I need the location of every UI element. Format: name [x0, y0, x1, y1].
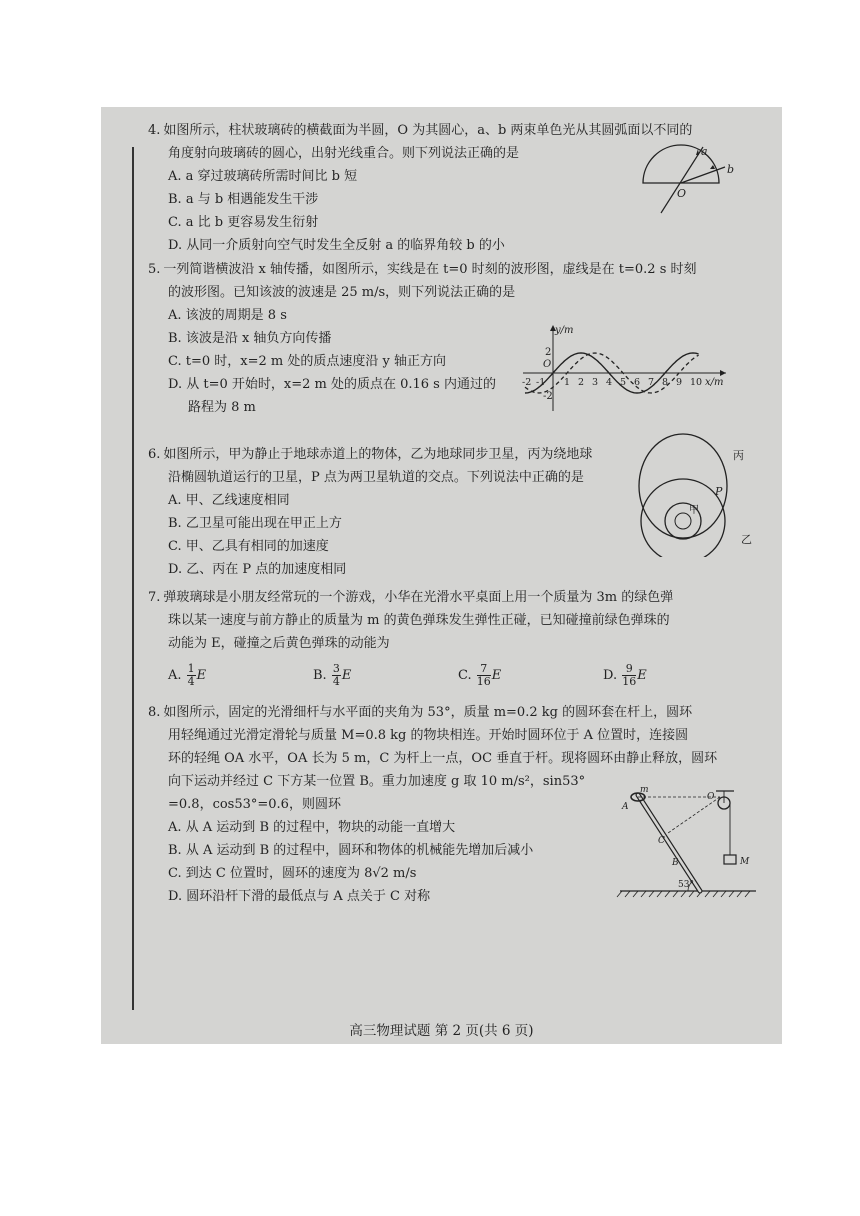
label-b: b — [727, 163, 735, 176]
x-tick-label: 2 — [578, 377, 585, 388]
x-tick-label: 8 — [662, 377, 669, 388]
question-stem-line: 如图所示，固定的光滑细杆与水平面的夹角为 53°，质量 m=0.2 kg 的圆环套在杆上，圆环 — [163, 705, 693, 720]
x-tick-label: 1 — [564, 377, 571, 388]
question-stem-line: 如图所示，柱状玻璃砖的横截面为半圆，O 为其圆心，a、b 两束单色光从其圆弧面以不同的 — [163, 123, 693, 138]
block-m — [724, 855, 736, 864]
question-7 — [148, 586, 768, 688]
label-jia: 甲 — [689, 505, 699, 516]
y-tick-neg2: -2 — [543, 391, 553, 402]
y-tick-2: 2 — [545, 347, 552, 358]
x-tick-label: 3 — [592, 377, 599, 388]
option-a: A. a 穿过玻璃砖所需时间比 b 短 — [168, 169, 358, 184]
exam-page — [101, 107, 782, 1044]
option-d-continued: 路程为 8 m — [188, 400, 256, 415]
x-tick-label: 9 — [676, 377, 683, 388]
x-tick-label: 4 — [606, 377, 613, 388]
question-stem-line: 角度射向玻璃砖的圆心，出射光线重合。则下列说法正确的是 — [168, 146, 520, 161]
question-stem-line: 如图所示，甲为静止于地球赤道上的物体，乙为地球同步卫星，丙为绕地球 — [163, 447, 593, 462]
x-tick-label: 7 — [648, 377, 655, 388]
question-stem-line: =0.8，cos53°=0.6，则圆环 — [168, 797, 341, 812]
question-stem-line: 弹玻璃球是小朋友经常玩的一个游戏，小华在光滑水平桌面上用一个质量为 3m 的绿色弹 — [163, 590, 674, 605]
question-stem-line: 珠以某一速度与前方静止的质量为 m 的黄色弹珠发生弹性正碰，已知碰撞前绿色弹珠的 — [168, 613, 670, 628]
option-d: D. 乙、丙在 P 点的加速度相同 — [168, 562, 347, 577]
option-d: D. $\frac{9}{16}$ E — [603, 662, 647, 688]
option-a: A. 该波的周期是 8 s — [168, 308, 287, 323]
question-stem-line: 动能为 E，碰撞之后黄色弹珠的动能为 — [168, 636, 390, 651]
question-stem-line: 的波形图。已知该波的波速是 25 m/s，则下列说法正确的是 — [168, 285, 516, 300]
x-axis-label: x/m — [705, 377, 724, 388]
question-stem-line: 向下运动并经过 C 下方某一位置 B。重力加速度 g 取 10 m/s²，sin53° — [168, 774, 586, 789]
x-tick-label: -2 — [522, 377, 532, 388]
option-a: A. $\frac{1}{4}$ E — [168, 662, 207, 688]
question-stem-line: 用轻绳通过光滑定滑轮与质量 M=0.8 kg 的物块相连。开始时圆环位于 A 位置时，连接圆 — [168, 728, 689, 743]
wave-graph-figure — [521, 323, 731, 415]
label-m: m — [640, 787, 649, 795]
question-number: 6. — [148, 447, 161, 462]
question-number: 4. — [148, 123, 161, 138]
label-a: a — [701, 145, 708, 158]
label-o: O — [707, 792, 715, 802]
option-c: C. 到达 C 位置时，圆环的速度为 8√2 m/s — [168, 866, 417, 881]
question-number: 7. — [148, 590, 161, 605]
option-b: B. 从 A 运动到 B 的过程中，圆环和物体的机械能先增加后减小 — [168, 843, 534, 858]
question-stem-line: 沿椭圆轨道运行的卫星，P 点为两卫星轨道的交点。下列说法中正确的是 — [168, 470, 584, 485]
binding-margin-line — [132, 147, 134, 1010]
label-o: O — [677, 187, 687, 200]
ring-rod-pulley-figure — [616, 787, 766, 903]
option-b: B. 该波是沿 x 轴负方向传播 — [168, 331, 332, 346]
label-c: C — [658, 836, 665, 846]
satellite-orbits-figure — [631, 431, 761, 557]
label-bing: 丙 — [733, 449, 744, 462]
line-oc — [668, 797, 720, 833]
option-a: A. 甲、乙线速度相同 — [168, 493, 290, 508]
option-b: B. 乙卫星可能出现在甲正上方 — [168, 516, 342, 531]
angle-label: 53° — [678, 880, 694, 890]
x-tick-label: -1 — [536, 377, 546, 388]
origin-label: O — [543, 359, 552, 370]
label-b: B — [672, 858, 679, 868]
options-row — [148, 663, 768, 688]
question-number: 5. — [148, 262, 161, 277]
option-b: B. $\frac{3}{4}$ E — [313, 662, 352, 688]
label-a: A — [622, 802, 629, 812]
option-c: C. t=0 时，x=2 m 处的质点速度沿 y 轴正方向 — [168, 354, 446, 369]
y-axis-label: y/m — [555, 325, 574, 336]
question-stem-line: 环的轻绳 OA 水平，OA 长为 5 m，C 为杆上一点，OC 垂直于杆。现将圆环由静止释放，圆环 — [168, 751, 718, 766]
x-tick-label: 10 — [690, 377, 703, 388]
question-number: 8. — [148, 705, 161, 720]
option-c: C. a 比 b 更容易发生衍射 — [168, 215, 319, 230]
page-footer: 高三物理试题 第 2 页(共 6 页) — [349, 1023, 534, 1039]
option-c: C. 甲、乙具有相同的加速度 — [168, 539, 329, 554]
ray-a — [661, 147, 703, 213]
label-p: P — [715, 485, 723, 498]
option-a: A. 从 A 运动到 B 的过程中，物块的动能一直增大 — [168, 820, 456, 835]
option-b: B. a 与 b 相遇能发生干涉 — [168, 192, 319, 207]
x-tick-label: 5 — [620, 377, 627, 388]
label-big-m: M — [740, 857, 750, 867]
option-d: D. 从 t=0 开始时，x=2 m 处的质点在 0.16 s 内通过的 — [168, 377, 496, 392]
question-stem-line: 一列简谐横波沿 x 轴传播，如图所示，实线是在 t=0 时刻的波形图，虚线是在 t=0.2 s 时刻 — [163, 262, 697, 277]
semicircle-glass-figure — [633, 143, 743, 223]
option-d: D. 从同一介质射向空气时发生全反射 a 的临界角较 b 的小 — [168, 238, 505, 253]
option-d: D. 圆环沿杆下滑的最低点与 A 点关于 C 对称 — [168, 889, 431, 904]
x-tick-label: 6 — [634, 377, 641, 388]
option-c: C. $\frac{7}{16}$ E — [458, 662, 502, 688]
orbit-bing-ellipse — [639, 434, 727, 538]
label-yi: 乙 — [741, 533, 752, 546]
orbit-yi-circle — [641, 479, 725, 557]
